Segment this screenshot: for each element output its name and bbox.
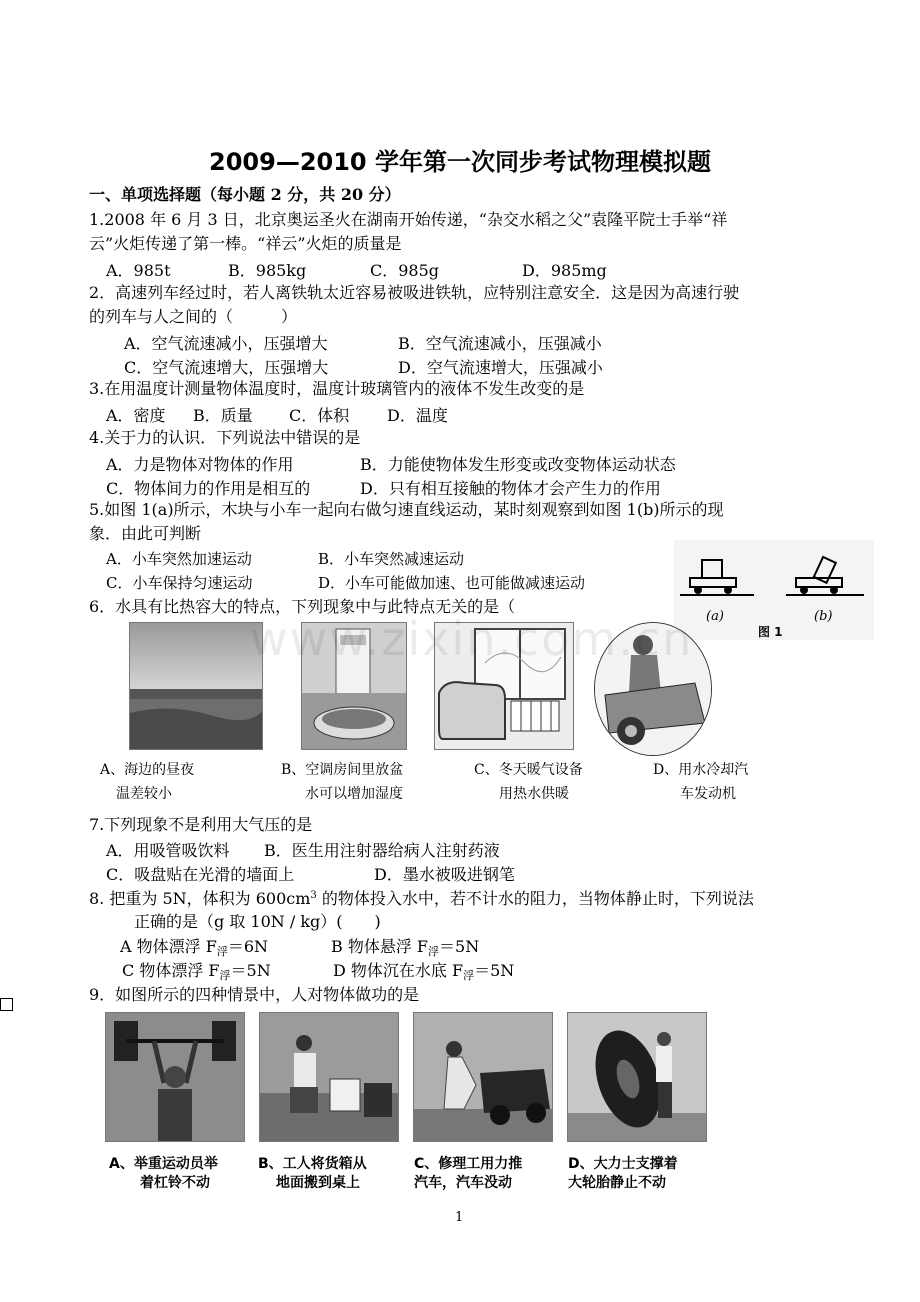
q9-caption-d-line2: 大轮胎静止不动 [568, 1175, 666, 1191]
q9-stem: 9．如图所示的四种情景中，人对物体做功的是 [89, 985, 420, 1004]
q7-option-b: B．医生用注射器给病人注射药液 [264, 841, 500, 860]
q8-stem-superscript: 3 [310, 890, 317, 901]
q4-option-c: C．物体间力的作用是相互的 [106, 479, 311, 498]
q6-caption-b-line2: 水可以增加湿度 [305, 786, 403, 802]
q2-stem-line1: 2．高速列车经过时，若人离铁轨太近容易被吸进铁轨，应特别注意安全．这是因为高速行驶 [89, 283, 740, 302]
section-heading: 一、单项选择题（每小题 2 分，共 20 分） [89, 185, 401, 204]
q2-option-a: A．空气流速减小，压强增大 [124, 334, 328, 353]
q4-option-a: A．力是物体对物体的作用 [106, 455, 294, 474]
q2-stem-line2: 的列车与人之间的（ ） [89, 307, 298, 326]
q3-option-b: B．质量 [193, 406, 253, 425]
q8-option-c [122, 958, 271, 983]
q3-option-a: A．密度 [106, 406, 166, 425]
q8-stem-text-2: 的物体投入水中，若不计水的阻力，当物体静止时，下列说法 [316, 889, 754, 908]
q6-caption-a-line2: 温差较小 [116, 786, 172, 802]
q1-stem-line2: 云”火炬传递了第一棒。“祥云”火炬的质量是 [89, 234, 402, 253]
q6-photo-a-seaside [129, 622, 263, 750]
q8-stem-text-1: 8. 把重为 5N，体积为 600cm [89, 889, 311, 908]
figure-1a-label: (a) [706, 609, 724, 624]
q8-option-b-subscript: 浮 [428, 945, 440, 958]
q3-stem: 3.在用温度计测量物体温度时，温度计玻璃管内的液体不发生改变的是 [89, 379, 585, 398]
q5-option-b: B．小车突然减速运动 [318, 550, 465, 568]
q9-caption-b-line2: 地面搬到桌上 [276, 1175, 360, 1191]
figure-1-caption: 图 1 [758, 625, 783, 639]
margin-box [0, 998, 13, 1011]
q6-caption-b-line1: B、空调房间里放盆 [281, 762, 404, 778]
q1-option-c: C．985g [370, 261, 440, 280]
q7-option-c: C．吸盘贴在光滑的墙面上 [106, 865, 295, 884]
q5-stem-line1: 5.如图 1(a)所示，木块与小车一起向右做匀速直线运动，某时刻观察到如图 1(b)所示的现 [89, 500, 724, 519]
q6-caption-d-line1: D、用水冷却汽 [653, 762, 749, 778]
q1-option-d: D．985mg [522, 261, 607, 280]
figure-1-carts [674, 540, 874, 640]
q4-option-d: D．只有相互接触的物体才会产生力的作用 [360, 479, 661, 498]
q8-option-b-value: ＝5N [439, 937, 480, 956]
q9-photo-d-tire [567, 1012, 707, 1142]
q8-option-d-text: D 物体沉在水底 F [333, 961, 464, 980]
q5-option-d: D．小车可能做加速、也可能做减速运动 [318, 574, 586, 592]
q1-option-b: B．985kg [228, 261, 307, 280]
q6-caption-c-line1: C、冬天暖气设备 [474, 762, 583, 778]
q8-option-a-value: ＝6N [227, 937, 269, 956]
q9-caption-d-line1: D、大力士支撑着 [568, 1156, 678, 1172]
q7-option-a: A．用吸管吸饮料 [106, 841, 230, 860]
q8-option-b-text: B 物体悬浮 F [331, 937, 429, 956]
q8-option-c-text: C 物体漂浮 F [122, 961, 220, 980]
q8-option-d-value: ＝5N [474, 961, 515, 980]
q9-caption-a-line2: 着杠铃不动 [140, 1175, 210, 1191]
q9-caption-c-line2: 汽车，汽车没动 [414, 1175, 512, 1191]
q6-stem: 6．水具有比热容大的特点，下列现象中与此特点无关的是（ [89, 597, 516, 616]
figure-1b-label: (b) [814, 609, 833, 624]
q7-option-d: D．墨水被吸进钢笔 [374, 865, 515, 884]
q2-option-d: D．空气流速增大，压强减小 [398, 358, 603, 377]
q2-option-b: B．空气流速减小，压强减小 [398, 334, 602, 353]
q8-option-a-subscript: 浮 [216, 945, 228, 958]
q9-caption-b-line1: B、工人将货箱从 [258, 1156, 367, 1172]
q3-option-c: C．体积 [289, 406, 350, 425]
q6-caption-a-line1: A、海边的昼夜 [100, 762, 195, 778]
q8-option-a [120, 934, 268, 959]
q8-option-d-subscript: 浮 [463, 969, 475, 982]
q9-photo-c-push-car [413, 1012, 553, 1142]
q2-option-c: C．空气流速增大，压强增大 [124, 358, 329, 377]
q5-option-c: C．小车保持匀速运动 [106, 574, 253, 592]
q8-stem-line2: 正确的是（g 取 10N / kg）( ) [134, 912, 381, 931]
q1-stem-line1: 1.2008 年 6 月 3 日，北京奥运圣火在湖南开始传递，“杂交水稻之父”袁隆平院士手举“祥 [89, 210, 728, 229]
q4-option-b: B．力能使物体发生形变或改变物体运动状态 [360, 455, 676, 474]
q9-photo-b-worker-box [259, 1012, 399, 1142]
q8-option-c-value: ＝5N [230, 961, 271, 980]
q6-caption-d-line2: 车发动机 [680, 786, 736, 802]
page-title: 2009—2010 学年第一次同步考试物理模拟题 [209, 148, 711, 176]
q7-stem: 7.下列现象不是利用大气压的是 [89, 815, 313, 834]
q9-photo-a-weightlifter [105, 1012, 245, 1142]
page-number: 1 [455, 1210, 464, 1225]
q8-stem-line1 [89, 885, 754, 910]
q1-option-a: A．985t [106, 261, 171, 280]
watermark: www.zixin.com.cn [250, 612, 694, 666]
q8-option-c-subscript: 浮 [219, 969, 231, 982]
q6-caption-c-line2: 用热水供暖 [499, 786, 569, 802]
q9-caption-c-line1: C、修理工用力推 [414, 1156, 523, 1172]
q5-option-a: A．小车突然加速运动 [106, 550, 252, 568]
q5-stem-line2: 象．由此可判断 [89, 524, 202, 543]
q4-stem: 4.关于力的认识．下列说法中错误的是 [89, 428, 361, 447]
q8-option-b [331, 934, 479, 959]
q9-caption-a-line1: A、举重运动员举 [109, 1156, 218, 1172]
q3-option-d: D．温度 [387, 406, 448, 425]
q8-option-a-text: A 物体漂浮 F [120, 937, 217, 956]
q8-option-d [333, 958, 514, 983]
